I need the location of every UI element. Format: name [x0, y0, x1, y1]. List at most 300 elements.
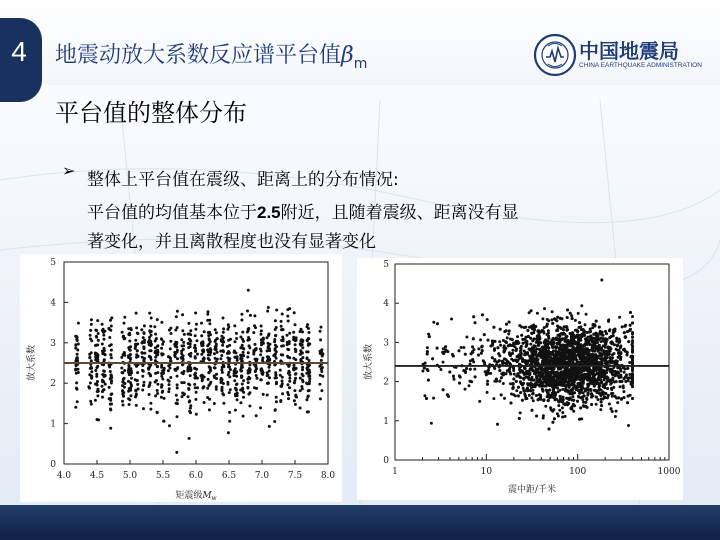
x-tick-label: 7.5	[287, 471, 303, 481]
data-point	[464, 370, 467, 373]
data-point	[262, 341, 265, 344]
data-point	[628, 373, 631, 376]
data-point	[90, 359, 93, 362]
data-point	[134, 339, 137, 342]
data-point	[551, 372, 554, 375]
data-point	[572, 410, 575, 413]
data-point	[518, 376, 521, 379]
data-point	[543, 307, 546, 310]
data-point	[465, 336, 468, 339]
data-point	[629, 328, 632, 331]
data-point	[121, 371, 124, 374]
arrow-bullet-icon: ➢	[62, 161, 76, 180]
data-point	[624, 325, 627, 328]
data-point	[552, 337, 555, 340]
data-point	[127, 390, 130, 393]
data-point	[142, 345, 145, 348]
data-point	[260, 350, 263, 353]
data-point	[293, 379, 296, 382]
data-point	[599, 394, 602, 397]
data-point	[559, 398, 562, 401]
data-point	[220, 368, 223, 371]
data-point	[240, 319, 243, 322]
data-point	[597, 372, 600, 375]
data-point	[619, 368, 622, 371]
data-point	[288, 371, 291, 374]
data-point	[203, 330, 206, 333]
data-point	[319, 338, 322, 341]
data-point	[96, 394, 99, 397]
data-point	[175, 341, 178, 344]
data-point	[518, 324, 521, 327]
data-point	[486, 383, 489, 386]
data-point	[517, 386, 520, 389]
data-point	[149, 408, 152, 411]
data-point	[101, 380, 104, 383]
data-point	[76, 358, 79, 361]
data-point	[562, 396, 565, 399]
x-axis-label: 矩震级$M_w$	[175, 491, 217, 502]
data-point	[254, 326, 257, 329]
data-point	[498, 359, 501, 362]
data-point	[592, 323, 595, 326]
data-point	[423, 367, 426, 370]
data-point	[534, 362, 537, 365]
data-point	[101, 343, 104, 346]
data-point	[209, 381, 212, 384]
data-point	[481, 349, 484, 352]
data-point	[200, 334, 203, 337]
data-point	[180, 338, 183, 341]
data-point	[624, 376, 627, 379]
data-point	[150, 317, 153, 320]
data-point	[292, 357, 295, 360]
data-point	[541, 388, 544, 391]
data-point	[428, 335, 431, 338]
data-point	[109, 370, 112, 373]
data-point	[108, 366, 111, 369]
data-point	[149, 402, 152, 405]
data-point	[121, 331, 124, 334]
data-point	[535, 353, 538, 356]
data-point	[110, 349, 113, 352]
data-point	[586, 349, 589, 352]
y-tick-label: 4	[383, 299, 389, 310]
data-point	[229, 338, 232, 341]
data-point	[609, 383, 612, 386]
data-point	[103, 347, 106, 350]
data-point	[259, 378, 262, 381]
data-point	[76, 349, 79, 352]
data-point	[563, 384, 566, 387]
data-point	[465, 367, 468, 370]
data-point	[605, 332, 608, 335]
data-point	[529, 337, 532, 340]
data-point	[156, 383, 159, 386]
data-point	[629, 376, 632, 379]
data-point	[182, 341, 185, 344]
data-point	[616, 344, 619, 347]
data-point	[523, 373, 526, 376]
data-point	[559, 352, 562, 355]
data-point	[128, 332, 131, 335]
data-point	[598, 367, 601, 370]
data-point	[129, 353, 132, 356]
data-point	[95, 336, 98, 339]
data-point	[529, 343, 532, 346]
data-point	[496, 346, 499, 349]
data-point	[546, 318, 549, 321]
data-point	[288, 332, 291, 335]
data-point	[477, 347, 480, 350]
data-point	[208, 322, 211, 325]
data-point	[582, 357, 585, 360]
x-tick-label: 1000	[657, 467, 681, 477]
data-point	[604, 350, 607, 353]
data-point	[528, 378, 531, 381]
data-point	[584, 388, 587, 391]
data-point	[234, 409, 237, 412]
data-point	[226, 381, 229, 384]
data-point	[578, 371, 581, 374]
data-point	[128, 364, 131, 367]
data-point	[624, 336, 627, 339]
distance-scatter-chart	[357, 258, 683, 500]
data-point	[221, 389, 224, 392]
data-point	[274, 408, 277, 411]
data-point	[143, 352, 146, 355]
data-point	[517, 341, 520, 344]
data-point	[593, 333, 596, 336]
data-point	[208, 343, 211, 346]
data-point	[239, 401, 242, 404]
data-point	[246, 386, 249, 389]
data-point	[299, 330, 302, 333]
data-point	[531, 376, 534, 379]
data-point	[570, 407, 573, 410]
data-point	[594, 360, 597, 363]
data-point	[148, 366, 151, 369]
data-point	[109, 319, 112, 322]
data-point	[148, 349, 151, 352]
x-tick-label: 4.5	[89, 471, 105, 481]
data-point	[571, 395, 574, 398]
data-point	[544, 370, 547, 373]
data-point	[562, 328, 565, 331]
data-point	[599, 378, 602, 381]
data-point	[247, 289, 250, 292]
data-point	[474, 321, 477, 324]
data-point	[549, 351, 552, 354]
data-point	[235, 389, 238, 392]
data-point	[97, 339, 100, 342]
data-point	[622, 390, 625, 393]
data-point	[606, 396, 609, 399]
data-point	[194, 376, 197, 379]
data-point	[228, 375, 231, 378]
data-point	[76, 353, 79, 356]
data-point	[187, 395, 190, 398]
data-point	[515, 380, 518, 383]
data-point	[135, 404, 138, 407]
data-point	[453, 378, 456, 381]
data-point	[241, 366, 244, 369]
data-point	[498, 380, 501, 383]
data-point	[301, 356, 304, 359]
data-point	[530, 325, 533, 328]
data-point	[235, 351, 238, 354]
data-point	[583, 351, 586, 354]
data-point	[579, 325, 582, 328]
data-point	[537, 344, 540, 347]
data-point	[511, 338, 514, 341]
data-point	[219, 357, 222, 360]
data-point	[556, 325, 559, 328]
data-point	[287, 320, 290, 323]
x-tick-label: 6.0	[188, 471, 204, 481]
data-point	[234, 393, 237, 396]
data-point	[612, 386, 615, 389]
data-point	[531, 358, 534, 361]
data-point	[505, 323, 508, 326]
magnitude-scatter-chart	[20, 254, 342, 502]
data-point	[547, 380, 550, 383]
data-point	[540, 347, 543, 350]
data-point	[75, 381, 78, 384]
data-point	[122, 404, 125, 407]
data-point	[110, 392, 113, 395]
data-point	[256, 377, 259, 380]
data-point	[305, 398, 308, 401]
data-point	[572, 381, 575, 384]
data-point	[534, 385, 537, 388]
data-point	[266, 394, 269, 397]
data-point	[587, 368, 590, 371]
data-point	[472, 337, 475, 340]
data-point	[235, 371, 238, 374]
data-point	[593, 377, 596, 380]
data-point	[162, 369, 165, 372]
data-point	[194, 357, 197, 360]
data-point	[220, 381, 223, 384]
slide-number: 4	[11, 36, 27, 67]
data-point	[591, 347, 594, 350]
data-point	[167, 379, 170, 382]
data-point	[541, 329, 544, 332]
data-point	[566, 368, 569, 371]
data-point	[143, 324, 146, 327]
data-point	[214, 345, 217, 348]
data-point	[123, 322, 126, 325]
data-point	[288, 380, 291, 383]
data-point	[531, 409, 534, 412]
data-point	[281, 376, 284, 379]
data-point	[539, 380, 542, 383]
data-point	[281, 392, 284, 395]
data-point	[200, 343, 203, 346]
data-point	[200, 376, 203, 379]
data-point	[558, 337, 561, 340]
data-point	[307, 375, 310, 378]
data-point	[123, 369, 126, 372]
data-point	[246, 356, 249, 359]
data-point	[74, 406, 77, 409]
data-point	[576, 347, 579, 350]
data-point	[599, 408, 602, 411]
data-point	[432, 397, 435, 400]
data-point	[492, 397, 495, 400]
data-point	[161, 391, 164, 394]
data-point	[591, 341, 594, 344]
data-point	[274, 374, 277, 377]
data-point	[266, 374, 269, 377]
data-point	[511, 344, 514, 347]
data-point	[169, 347, 172, 350]
data-point	[181, 395, 184, 398]
data-point	[526, 387, 529, 390]
data-point	[579, 336, 582, 339]
data-point	[194, 328, 197, 331]
data-point	[506, 336, 509, 339]
data-point	[487, 369, 490, 372]
data-point	[577, 344, 580, 347]
data-point	[182, 354, 185, 357]
data-point	[508, 321, 511, 324]
data-point	[94, 344, 97, 347]
data-point	[608, 379, 611, 382]
data-point	[548, 389, 551, 392]
data-point	[558, 409, 561, 412]
data-point	[320, 350, 323, 353]
data-point	[551, 310, 554, 313]
data-point	[545, 389, 548, 392]
data-point	[215, 373, 218, 376]
data-point	[208, 398, 211, 401]
data-point	[619, 356, 622, 359]
bullet-line-3: 著变化，并且离散程度也没有显著变化	[87, 232, 376, 252]
data-point	[229, 388, 232, 391]
data-point	[614, 415, 617, 418]
data-point	[602, 334, 605, 337]
data-point	[268, 366, 271, 369]
data-point	[129, 386, 132, 389]
data-point	[566, 384, 569, 387]
data-point	[193, 346, 196, 349]
data-point	[448, 371, 451, 374]
data-point	[236, 355, 239, 358]
data-point	[196, 386, 199, 389]
data-point	[442, 361, 445, 364]
data-point	[272, 354, 275, 357]
data-point	[524, 367, 527, 370]
data-point	[160, 396, 163, 399]
data-point	[235, 337, 238, 340]
data-point	[195, 413, 198, 416]
data-point	[215, 331, 218, 334]
data-point	[76, 400, 79, 403]
data-point	[109, 427, 112, 430]
data-point	[173, 351, 176, 354]
data-point	[226, 352, 229, 355]
data-point	[542, 417, 545, 420]
data-point	[565, 336, 568, 339]
data-point	[154, 346, 157, 349]
data-point	[590, 393, 593, 396]
data-point	[571, 360, 574, 363]
data-point	[471, 351, 474, 354]
data-point	[557, 404, 560, 407]
data-point	[547, 337, 550, 340]
data-point	[194, 349, 197, 352]
data-point	[512, 367, 515, 370]
data-point	[261, 369, 264, 372]
data-point	[90, 323, 93, 326]
data-point	[555, 319, 558, 322]
data-point	[517, 394, 520, 397]
data-point	[281, 336, 284, 339]
data-point	[569, 312, 572, 315]
data-point	[305, 382, 308, 385]
data-point	[161, 378, 164, 381]
data-point	[631, 336, 634, 339]
data-point	[248, 405, 251, 408]
data-point	[208, 339, 211, 342]
data-point	[280, 325, 283, 328]
data-point	[247, 377, 250, 380]
data-point	[176, 310, 179, 313]
data-point	[570, 389, 573, 392]
page-title	[55, 38, 367, 72]
data-point	[551, 392, 554, 395]
data-point	[183, 381, 186, 384]
data-point	[242, 354, 245, 357]
y-tick-label: 2	[383, 377, 389, 388]
data-point	[442, 352, 445, 355]
y-tick-label: 4	[50, 298, 56, 309]
data-point	[617, 396, 620, 399]
data-point	[140, 328, 143, 331]
data-point	[96, 418, 99, 421]
data-point	[228, 411, 231, 414]
data-point	[571, 317, 574, 320]
data-point	[259, 353, 262, 356]
data-point	[168, 387, 171, 390]
data-point	[595, 403, 598, 406]
data-point	[608, 403, 611, 406]
data-point	[169, 340, 172, 343]
data-point	[187, 333, 190, 336]
data-point	[96, 390, 99, 393]
data-point	[167, 390, 170, 393]
data-point	[573, 341, 576, 344]
data-point	[221, 386, 224, 389]
data-point	[521, 399, 524, 402]
data-point	[582, 381, 585, 384]
data-point	[255, 367, 258, 370]
x-tick-label: 5.0	[122, 471, 138, 481]
data-point	[260, 333, 263, 336]
data-point	[577, 395, 580, 398]
data-point	[299, 343, 302, 346]
data-point	[586, 358, 589, 361]
data-point	[136, 350, 139, 353]
data-point	[148, 385, 151, 388]
data-point	[594, 389, 597, 392]
data-point	[628, 361, 631, 364]
y-axis-label: 放大系数	[364, 343, 374, 381]
data-point	[220, 335, 223, 338]
data-point	[557, 377, 560, 380]
